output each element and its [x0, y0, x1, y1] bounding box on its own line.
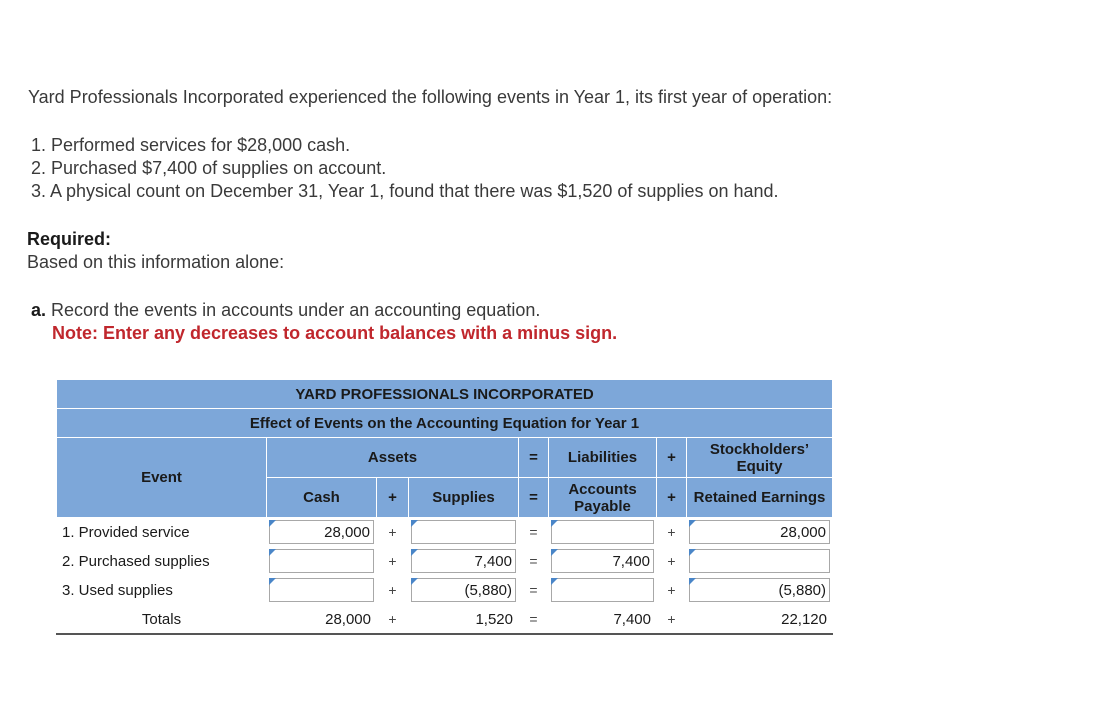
- table-row: [57, 518, 833, 547]
- plus-sign: +: [377, 605, 409, 635]
- accounts-payable-input[interactable]: [551, 578, 654, 602]
- equals-sign: =: [519, 547, 549, 576]
- cash-input[interactable]: 28,000: [269, 520, 374, 544]
- note-text: Note: Enter any decreases to account balances with a minus sign.: [52, 323, 618, 343]
- event-label: 3. Used supplies: [57, 576, 267, 605]
- part-a-text: Record the events in accounts under an accounting equation.: [46, 300, 541, 320]
- header-retained-earnings: Retained Earnings: [687, 478, 833, 518]
- plus-sign: +: [377, 518, 409, 547]
- header-supplies: Supplies: [409, 478, 519, 518]
- cash-input[interactable]: [269, 549, 374, 573]
- problem-intro: Yard Professionals Incorporated experienced the following events in Year 1, its first year of operation:: [28, 87, 833, 107]
- equals-sign: =: [519, 605, 549, 635]
- header-liabilities: Liabilities: [549, 438, 657, 478]
- cash-input[interactable]: [269, 578, 374, 602]
- plus-sign: +: [657, 605, 687, 635]
- part-a-instruction: [31, 300, 540, 321]
- header-equals: =: [519, 478, 549, 518]
- supplies-input[interactable]: (5,880): [411, 578, 516, 602]
- totals-row: [57, 605, 833, 635]
- table-row: [57, 547, 833, 576]
- event-item: 3. A physical count on December 31, Year 1, found that there was $1,520 of supplies on hand.: [31, 181, 779, 201]
- header-plus: +: [657, 438, 687, 478]
- header-stockholders-equity: Stockholders’ Equity: [687, 438, 833, 478]
- header-equals: =: [519, 438, 549, 478]
- header-event: Event: [57, 438, 267, 518]
- supplies-input[interactable]: [411, 520, 516, 544]
- events-list: [31, 134, 779, 203]
- plus-sign: +: [377, 547, 409, 576]
- totals-label: Totals: [57, 605, 267, 635]
- plus-sign: +: [377, 576, 409, 605]
- accounts-payable-total: 7,400: [549, 605, 657, 635]
- header-assets: Assets: [267, 438, 519, 478]
- supplies-total: 1,520: [409, 605, 519, 635]
- accounts-payable-input[interactable]: [551, 520, 654, 544]
- equals-sign: =: [519, 518, 549, 547]
- equals-sign: =: [519, 576, 549, 605]
- plus-sign: +: [657, 576, 687, 605]
- header-accounts-payable: Accounts Payable: [549, 478, 657, 518]
- retained-earnings-input[interactable]: [689, 549, 830, 573]
- event-label: 2. Purchased supplies: [57, 547, 267, 576]
- header-plus: +: [377, 478, 409, 518]
- plus-sign: +: [657, 518, 687, 547]
- table-row: [57, 576, 833, 605]
- plus-sign: +: [657, 547, 687, 576]
- event-label: 1. Provided service: [57, 518, 267, 547]
- required-label: Required:: [27, 229, 112, 249]
- header-cash: Cash: [267, 478, 377, 518]
- retained-earnings-input[interactable]: 28,000: [689, 520, 830, 544]
- supplies-input[interactable]: 7,400: [411, 549, 516, 573]
- event-item: 1. Performed services for $28,000 cash.: [31, 135, 351, 155]
- accounts-payable-input[interactable]: 7,400: [551, 549, 654, 573]
- table-title: YARD PROFESSIONALS INCORPORATED: [57, 380, 833, 409]
- retained-earnings-input[interactable]: (5,880): [689, 578, 830, 602]
- part-a-prefix: a.: [31, 300, 47, 320]
- required-text: Based on this information alone:: [27, 252, 285, 272]
- accounting-equation-table: [56, 379, 833, 635]
- event-item: 2. Purchased $7,400 of supplies on account.: [31, 158, 387, 178]
- header-plus: +: [657, 478, 687, 518]
- table-subtitle: Effect of Events on the Accounting Equation for Year 1: [57, 409, 833, 438]
- retained-earnings-total: 22,120: [687, 605, 833, 635]
- cash-total: 28,000: [267, 605, 377, 635]
